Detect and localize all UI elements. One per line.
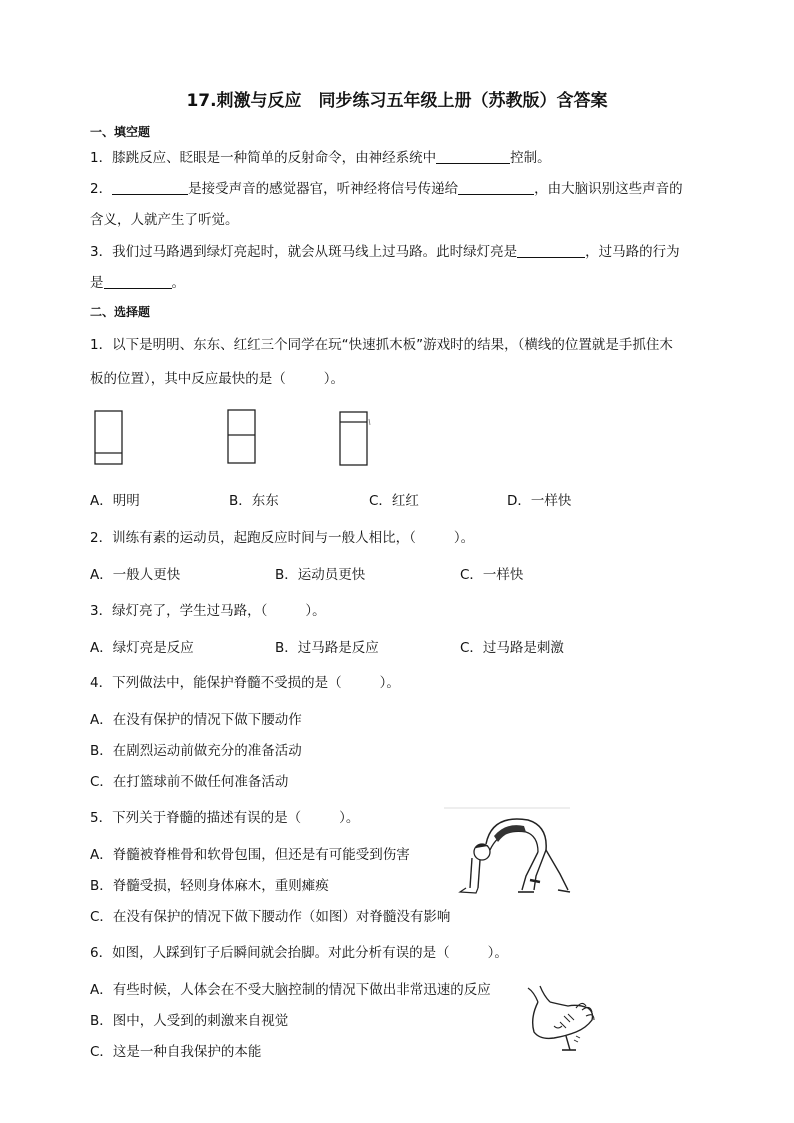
board-figure-honghong [339,411,371,467]
fill-q3-blank-1[interactable] [517,244,585,258]
choice-question-2 [90,526,474,546]
page-title: 17.刺激与反应 同步练习五年级上册（苏教版）含答案 [186,91,608,111]
fill-q1-text-end: 控制。 [510,150,551,166]
choice-q5-option-c[interactable]: C．在没有保护的情况下做下腰动作（如图）对脊髓没有影响 [90,909,451,925]
board-figure-mingming [94,410,124,466]
choice-q6-option-a[interactable]: A．有些时候，人体会在不受大脑控制的情况下做出非常迅速的反应 [90,982,491,998]
choice-q4-text: 4．下列做法中，能保护脊髓不受损的是（ [90,675,342,691]
choice-q1-line-1: 1．以下是明明、东东、红红三个同学在玩“快速抓木板”游戏时的结果，（横线的位置就是手抓住木 [90,337,673,353]
choice-q1-option-c[interactable]: C．红红 [369,493,419,509]
choice-q2-option-c[interactable]: C．一样快 [460,567,524,583]
choice-q3-option-b[interactable]: B．过马路是反应 [275,640,379,656]
choice-q4-option-a[interactable]: A．在没有保护的情况下做下腰动作 [90,712,302,728]
fill-question-2 [90,177,683,197]
fill-q3-text-3: 是 [90,275,104,291]
fill-question-3 [90,240,680,260]
choice-q5-option-b[interactable]: B．脊髓受损，轻则身体麻木，重则瘫痪 [90,878,329,894]
choice-q2-paren-close: ）。 [453,530,475,546]
fill-q3-blank-2[interactable] [104,275,172,289]
choice-question-4 [90,671,400,691]
fill-question-1 [90,146,551,166]
choice-q2-text: 2．训练有素的运动员，起跑反应时间与一般人相比，（ [90,530,416,546]
fill-q1-blank[interactable] [436,150,510,164]
choice-q5-text: 5．下列关于脊髓的描述有误的是（ [90,810,302,826]
choice-q3-option-a[interactable]: A．绿灯亮是反应 [90,640,194,656]
fill-q2-text-2: ，由大脑识别这些声音的 [534,181,683,197]
choice-q4-option-c[interactable]: C．在打篮球前不做任何准备活动 [90,774,289,790]
fill-q3-text: 3．我们过马路遇到绿灯亮起时，就会从斑马线上过马路。此时绿灯亮是 [90,244,518,260]
choice-question-6 [90,941,508,961]
choice-q6-option-b[interactable]: B．图中，人受到的刺激来自视觉 [90,1013,289,1029]
choice-q5-paren-close: ）。 [339,810,360,826]
choice-q1-option-d[interactable]: D．一样快 [507,493,572,509]
section-fill-heading: 一、填空题 [90,125,151,139]
choice-q1-option-b[interactable]: B．东东 [229,493,279,509]
choice-q3-option-c[interactable]: C．过马路是刺激 [460,640,564,656]
choice-q4-paren-close: ）。 [379,675,400,691]
fill-q3-text-2: ，过马路的行为 [585,244,680,260]
choice-q6-option-c[interactable]: C．这是一种自我保护的本能 [90,1044,262,1060]
choice-q1-text: 板的位置），其中反应最快的是（ [90,371,286,387]
choice-question-3 [90,599,326,619]
fill-q2-number: 2． [90,181,113,197]
fill-q1-text: 1．膝跳反应、眨眼是一种简单的反射命令，由神经系统中 [90,150,437,166]
fill-q2-blank-2[interactable] [458,181,534,195]
section-choice-heading: 二、选择题 [90,305,151,319]
fill-q3-continued [90,271,185,291]
board-figure-dongdong [227,409,257,465]
choice-q6-paren-close: ）。 [487,945,508,961]
choice-q4-option-b[interactable]: B．在剧烈运动前做充分的准备活动 [90,743,302,759]
choice-q1-option-a[interactable]: A．明明 [90,493,140,509]
backbend-figure-illustration [442,806,572,898]
fill-q2-continued: 含义，人就产生了听觉。 [90,212,239,228]
choice-q6-text: 6．如图，人踩到钉子后瞬间就会抬脚。对此分析有误的是（ [90,945,450,961]
choice-q1-paren-close: ）。 [323,371,344,387]
choice-q3-paren-close: ）。 [305,603,326,619]
foot-nail-figure-illustration [520,982,610,1054]
choice-q1-line-2 [90,367,344,387]
fill-q2-blank-1[interactable] [112,181,188,195]
fill-q2-text: 是接受声音的感觉器官，听神经将信号传递给 [188,181,459,197]
choice-question-5 [90,806,359,826]
fill-q3-text-end: 。 [171,275,185,291]
choice-q3-text: 3．绿灯亮了，学生过马路，（ [90,603,268,619]
choice-q2-option-b[interactable]: B．运动员更快 [275,567,366,583]
choice-q5-option-a[interactable]: A．脊髓被脊椎骨和软骨包围，但还是有可能受到伤害 [90,847,410,863]
choice-q2-option-a[interactable]: A．一般人更快 [90,567,181,583]
